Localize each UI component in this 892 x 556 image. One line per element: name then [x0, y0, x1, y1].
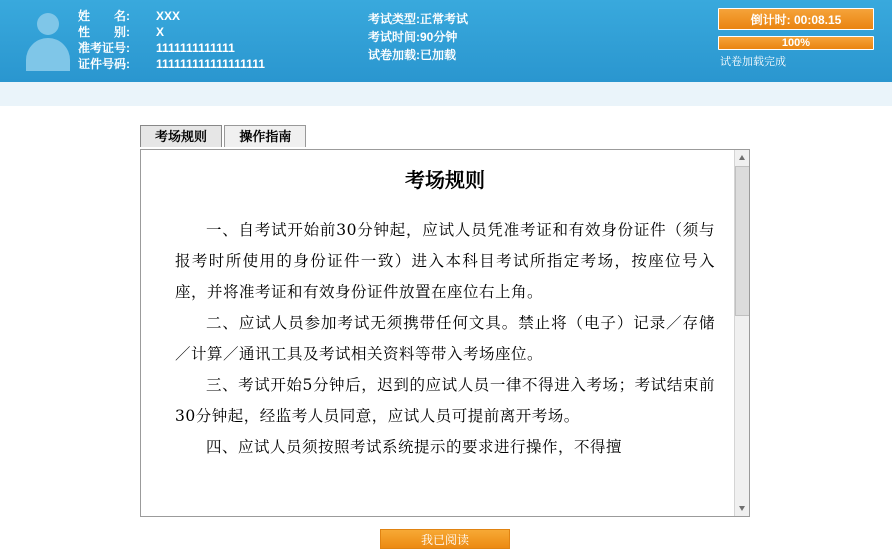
countdown-timer: 倒计时: 00:08.15 [718, 8, 874, 30]
vertical-scrollbar[interactable] [734, 150, 749, 516]
student-admission-row [78, 40, 265, 56]
user-avatar-body-icon [26, 38, 70, 71]
rule-paragraph-2: 二、应试人员参加考试无须携带任何文具。禁止将（电子）记录／存储／计算／通讯工具及考试相关资料等带入考场座位。 [175, 314, 715, 363]
exam-info [368, 10, 468, 64]
exam-type-label: 考试类型: [368, 12, 420, 26]
student-name-label: 姓 名: [78, 9, 130, 23]
scroll-down-arrow-icon[interactable] [735, 501, 750, 516]
rule-paragraph-1: 一、自考试开始前30分钟起，应试人员凭准考证和有效身份证件（须与报考时所使用的身份证件一致）进入本科目考试所指定考场，按座位号入座，并将准考证和有效身份证件放置在座位右上角。 [175, 221, 715, 301]
i-have-read-button[interactable]: 我已阅读 [380, 529, 510, 549]
exam-paper-value: 已加载 [420, 48, 457, 62]
scroll-up-arrow-icon[interactable] [735, 150, 750, 165]
student-id-row [78, 56, 265, 72]
student-info [78, 8, 265, 72]
paper-load-progressbar [718, 36, 874, 50]
student-gender-label: 性 别: [78, 25, 130, 39]
student-admission-value: 1111111111111 [156, 41, 235, 55]
exam-duration-value: 90分钟 [420, 30, 458, 44]
student-name-value: XXX [156, 9, 181, 23]
student-id-label: 证件号码: [78, 57, 130, 71]
paper-load-note: 试卷加载完成 [720, 56, 786, 68]
tab-operation-guide[interactable]: 操作指南 [224, 125, 306, 147]
student-id-value: 111111111111111111 [156, 57, 265, 71]
timer-area [718, 8, 874, 69]
app-header [0, 0, 892, 82]
header-separator [0, 82, 892, 107]
exam-paper-row [368, 46, 468, 64]
avatar [24, 9, 72, 71]
student-gender-row [78, 24, 265, 40]
exam-duration-label: 考试时间: [368, 30, 420, 44]
rule-paragraph-3: 三、考试开始5分钟后，迟到的应试人员一律不得进入考场；考试结束前30分钟起，经监考人员同意，应试人员可提前离开考场。 [175, 376, 715, 425]
scrollbar-thumb[interactable] [735, 166, 750, 316]
rules-panel [140, 149, 750, 517]
exam-type-value: 正常考试 [420, 12, 469, 26]
rules-content [141, 150, 749, 516]
exam-type-row [368, 10, 468, 28]
paper-load-percent: 100% [781, 37, 811, 49]
student-gender-value: X [156, 25, 165, 39]
tab-exam-rules[interactable]: 考场规则 [140, 125, 222, 147]
student-admission-label: 准考证号: [78, 41, 130, 55]
rule-paragraph-4: 四、应试人员须按照考试系统提示的要求进行操作，不得擅 [206, 438, 623, 456]
tab-bar [0, 125, 892, 149]
user-avatar-icon [37, 13, 59, 35]
exam-duration-row [368, 28, 468, 46]
exam-paper-label: 试卷加载: [368, 48, 420, 62]
footer-bar [140, 529, 750, 549]
page-title: 考场规则 [405, 168, 485, 192]
student-name-row [78, 8, 265, 24]
